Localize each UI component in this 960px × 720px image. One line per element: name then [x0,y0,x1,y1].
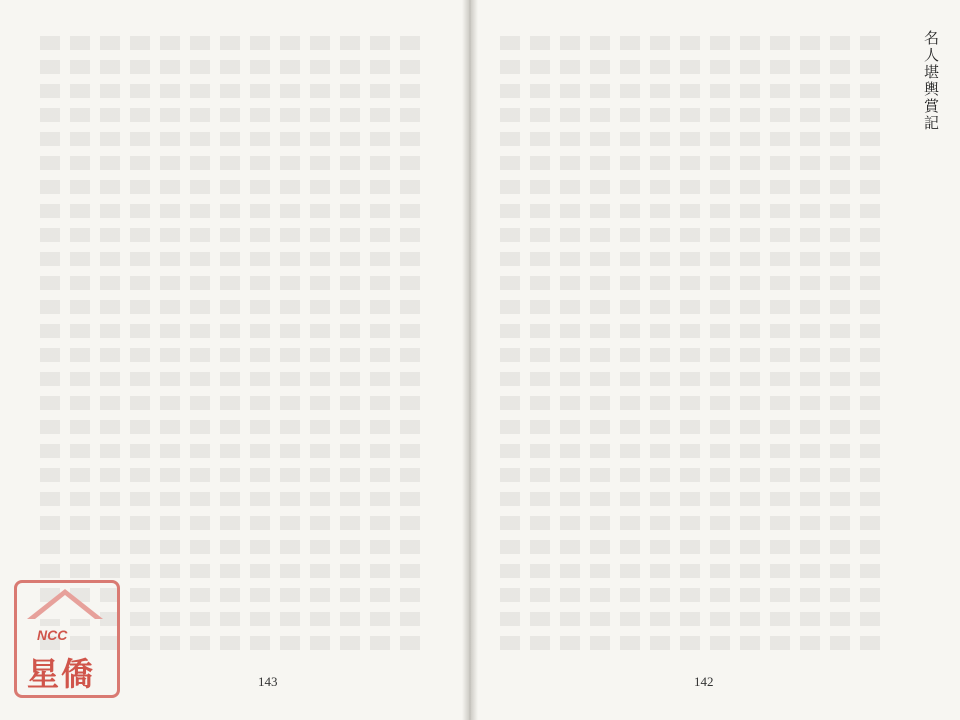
stamp-roof-icon [27,589,103,619]
stamp-small-text: NCC [37,627,68,643]
stamp-big-text: 星僑 [27,655,96,693]
right-body-text [500,36,900,658]
page-number-left: 143 [258,674,278,689]
publisher-stamp [14,580,120,698]
book-gutter [462,0,478,720]
page-number-right: 142 [694,674,714,689]
running-head: 名人堪輿賞記 [922,30,940,132]
right-page [470,0,960,720]
left-body-text [40,36,435,658]
